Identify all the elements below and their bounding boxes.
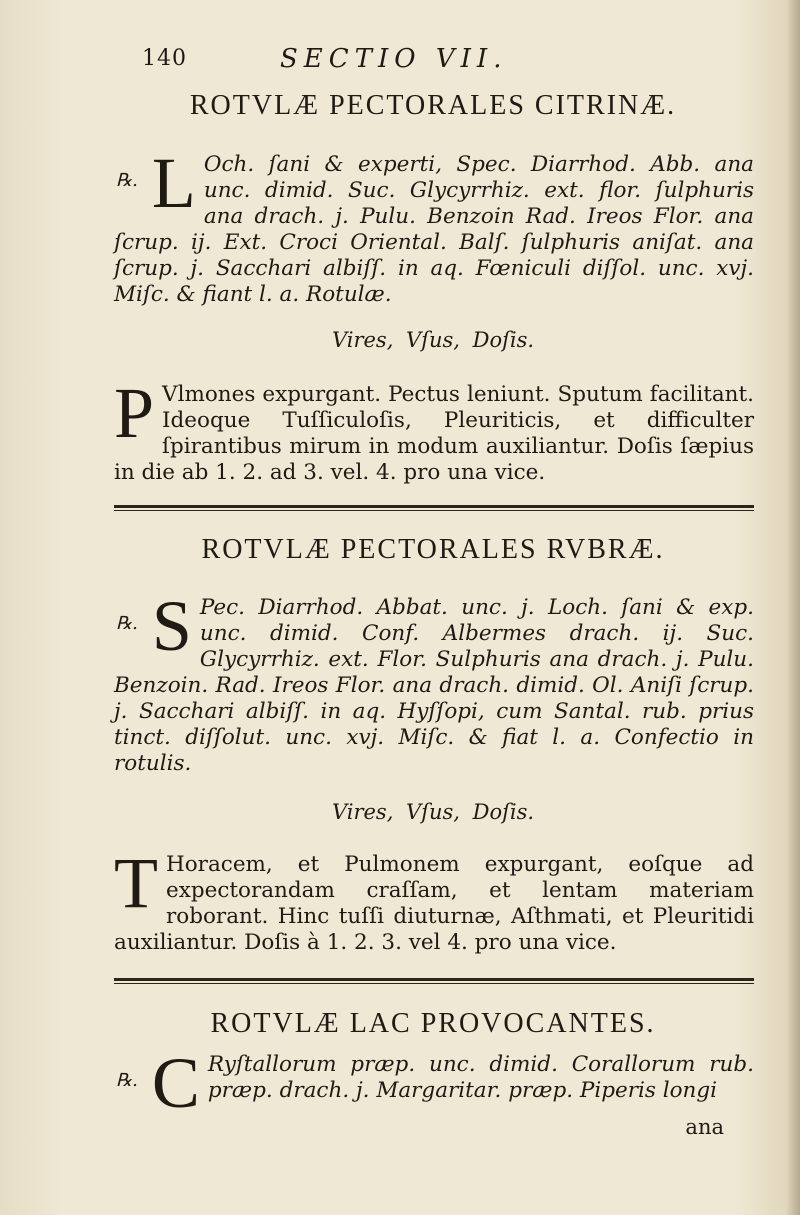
drop-initial: T [114, 843, 158, 923]
running-head: SECTIO VII. [280, 44, 508, 74]
drop-initial: S [151, 586, 192, 666]
section-divider [114, 978, 754, 981]
section-title-rubrae: ROTVLÆ PECTORALES RVBRÆ. [201, 534, 665, 565]
recipe-text: Och. ſani & experti, Spec. Diarrhod. Abb. ana unc. dimid. Suc. Glycyrrhiz. ext. flor. ſulphuris ana drach. j. Pulu. Benzoin Rad. Ireos Flor. ana ſcrup. ij. Ext. Croci Oriental. Balſ. ſulphuris aniſat. ana ſcrup. j. Sacchari albiſſ. in aq. Fœniculi diſſol. unc. xvj. Miſc. & fiant l. a. Rotulæ. [114, 152, 754, 307]
page-edge-shadow [786, 0, 800, 1215]
usage-rubrae [114, 843, 754, 956]
recipe-citrinae [114, 143, 754, 308]
section-title-lac-provocantes: ROTVLÆ LAC PROVOCANTES. [210, 1008, 656, 1039]
recipe-text: Pec. Diarrhod. Abbat. unc. j. Loch. ſani & exp. unc. dimid. Conf. Albermes drach. ij. Suc. Glycyrrhiz. ext. Flor. Sulphuris ana drach. j. Pulu. Benzoin. Rad. Ireos Flor. ana drach. dimid. Ol. Aniſi ſcrup. j. Sacchari albiſſ. in aq. Hyſſopi, cum Santal. rub. prius tinct. diſſolut. unc. xvj. Miſc. & fiat l. a. Confectio in rotulis. [114, 595, 754, 776]
recipe-rubrae [114, 586, 754, 777]
section-divider [114, 505, 754, 508]
usage-citrinae [114, 373, 754, 486]
section-title-citrinae: ROTVLÆ PECTORALES CITRINÆ. [189, 90, 677, 121]
drop-initial: C [151, 1043, 200, 1123]
recipe-lac-provocantes [114, 1043, 754, 1123]
section-divider-thin [114, 983, 754, 984]
catchword: ana [685, 1115, 724, 1139]
subhead-vires-vsus-dosis: Vires, Vſus, Doſis. [331, 800, 535, 824]
page-header [110, 40, 750, 80]
recipe-text: Ryſtallorum præp. unc. dimid. Corallorum rub. præp. drach. j. Margaritar. præp. Piperis longi [207, 1052, 754, 1103]
drop-initial: L [151, 143, 196, 223]
usage-text: Horacem, et Pulmonem expurgant, eoſque ad expectorandam craſſam, et lentam materiam roborant. Hinc tuſſi diuturnæ, Aſthmati, et Pleuritidi auxiliantur. Doſis à 1. 2. 3. vel 4. pro una vice. [114, 852, 754, 955]
page-number: 140 [142, 46, 187, 71]
recipe-mark: ℞. [116, 170, 138, 191]
usage-text: Vlmones expurgant. Pectus leniunt. Sputum facilitant. Ideoque Tuſſiculoſis, Pleuriticis, et difficulter ſpirantibus mirum in modum auxiliantur. Doſis ſæpius in die ab 1. 2. ad 3. vel. 4. pro una vice. [114, 382, 754, 485]
drop-initial: P [114, 373, 155, 453]
subhead-vires-vsus-dosis: Vires, Vſus, Doſis. [331, 328, 535, 352]
recipe-mark: ℞. [116, 1070, 138, 1091]
section-divider-thin [114, 510, 754, 511]
recipe-mark: ℞. [116, 613, 138, 634]
